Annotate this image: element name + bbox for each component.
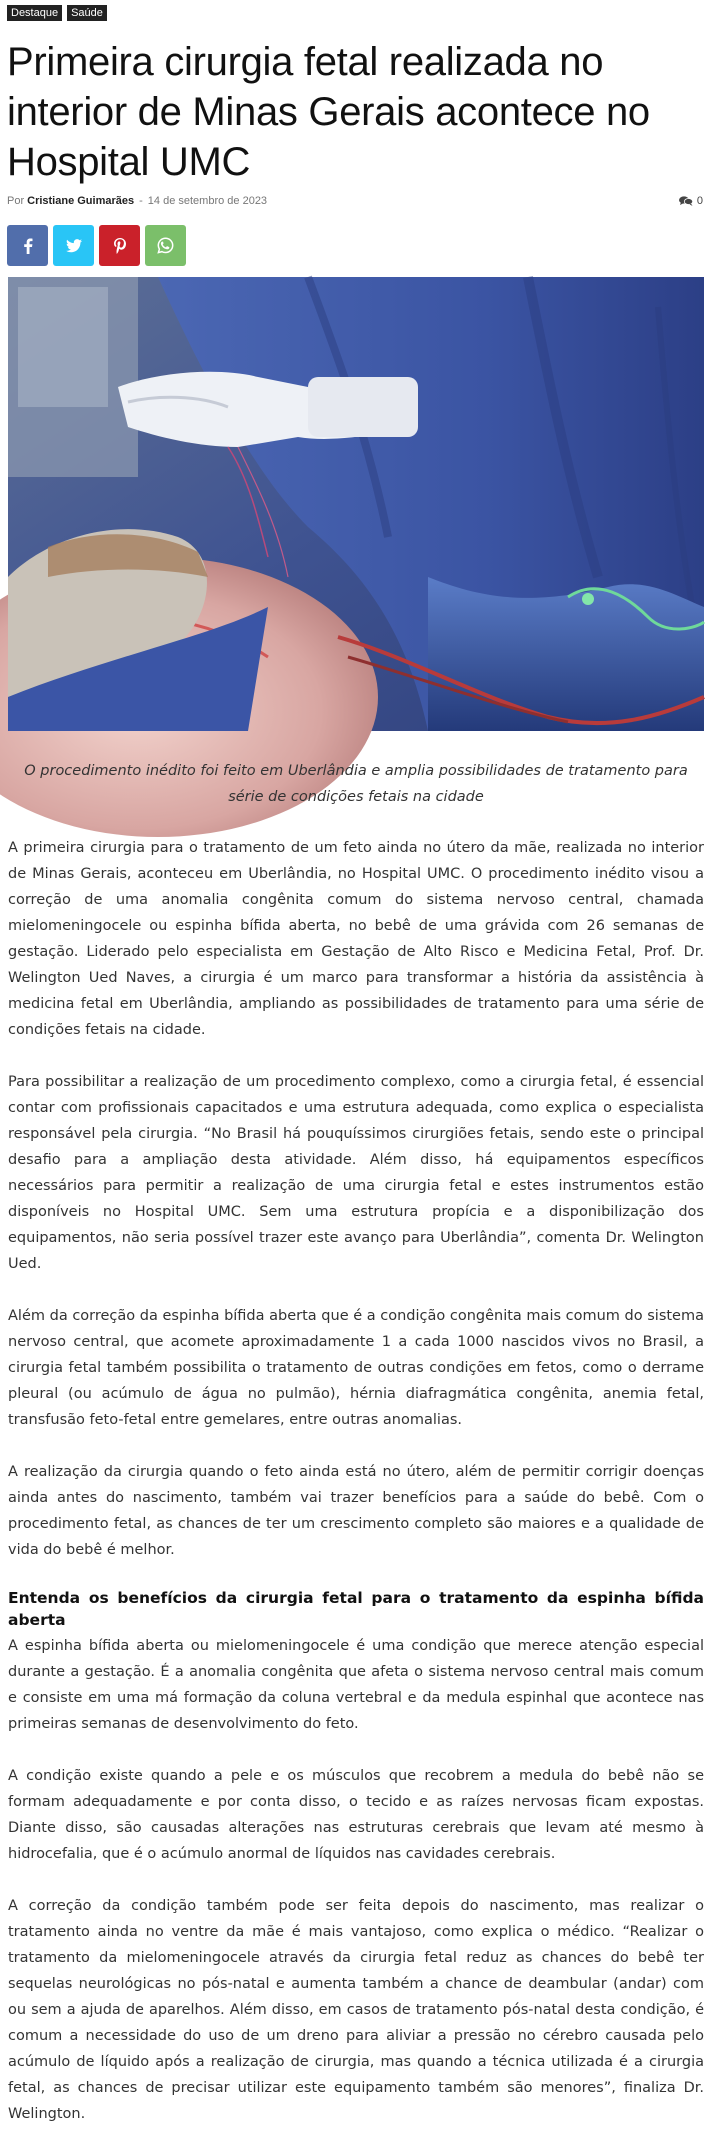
publish-date: 14 de setembro de 2023	[147, 195, 268, 207]
category-tag-saude[interactable]: Saúde	[67, 5, 107, 21]
share-twitter-button[interactable]	[53, 225, 94, 266]
share-facebook-button[interactable]	[7, 225, 48, 266]
comments-link[interactable]	[679, 195, 703, 207]
article-subheading: Entenda os benefícios da cirurgia fetal para o tratamento da espinha bífida aberta	[8, 1589, 704, 1629]
article-paragraph: Além da correção da espinha bífida aberta que é a condição congênita mais comum do sistema nervoso central, que acomete aproximadamente 1 a cada 1000 nascidos vivos no Brasil, a cirurgia fetal também possibilita o tratamento de outras condições em fetos, como o derrame pleural (ou acúmulo de água no pulmão), hérnia diafragmática congênita, anemia fetal, transfusão feto-fetal entre gemelares, entre outras anomalias.	[8, 1308, 704, 1428]
author-prefix: Por	[7, 195, 25, 207]
surgery-photo	[8, 277, 704, 731]
comment-icon	[679, 195, 693, 207]
author-link[interactable]: Cristiane Guimarães	[27, 195, 135, 207]
article-paragraph: A realização da cirurgia quando o feto ainda está no útero, além de permitir corrigir doenças ainda antes do nascimento, também vai trazer benefícios para a saúde do bebê. Com o procedimento fetal, as chances de ter um crescimento completo são maiores e a qualidade de vida do bebê é melhor.	[8, 1464, 704, 1558]
pinterest-icon	[114, 238, 126, 254]
facebook-icon	[23, 238, 33, 254]
category-tag-destaque[interactable]: Destaque	[7, 5, 62, 21]
article-paragraph: A primeira cirurgia para o tratamento de um feto ainda no útero da mãe, realizada no interior de Minas Gerais, aconteceu em Uberlândia, no Hospital UMC. O procedimento inédito visou a correção de uma anomalia congênita comum do sistema nervoso central, chamada mielomeningocele ou espinha bífida aberta, no bebê de uma grávida com 26 semanas de gestação. Liderado pelo especialista em Gestação de Alto Risco e Medicina Fetal, Prof. Dr. Welington Ued Naves, a cirurgia é um marco para transformar a história da assistência à medicina fetal em Uberlândia, ampliando as possibilidades de tratamento para uma série de condições fetais na cidade.	[8, 840, 704, 1038]
share-pinterest-button[interactable]	[99, 225, 140, 266]
article-paragraph: A condição existe quando a pele e os músculos que recobrem a medula do bebê não se formam adequadamente e por conta disso, o tecido e as raízes nervosas ficam expostas. Diante disso, são causadas alterações nas estruturas cerebrais que levam até mesmo à hidrocefalia, que é o acúmulo anormal de líquidos nas cavidades cerebrais.	[8, 1768, 704, 1862]
twitter-icon	[66, 239, 82, 253]
featured-image	[8, 277, 704, 731]
meta-separator: -	[139, 195, 143, 207]
article-body	[8, 835, 704, 2153]
article-paragraph: Para possibilitar a realização de um procedimento complexo, como a cirurgia fetal, é essencial contar com profissionais capacitados e uma estrutura adequada, como explica o especialista responsável pela cirurgia. “No Brasil há pouquíssimos cirurgiões fetais, sendo este o principal desafio para a ampliação desta atividade. Além disso, há equipamentos específicos necessários para permitir a realização de uma cirurgia fetal e estes instrumentos estão disponíveis no Hospital UMC. Sem uma estrutura propícia e a disponibilização dos equipamentos, não seria possível trazer este avanço para Uberlândia”, comenta Dr. Welington Ued.	[8, 1074, 704, 1272]
article-meta	[7, 193, 703, 209]
whatsapp-icon	[157, 237, 174, 254]
article-paragraph: A espinha bífida aberta ou mielomeningocele é uma condição que merece atenção especial durante a gestação. É a anomalia congênita que afeta o sistema nervoso central mais comum e consiste em uma má formação da coluna vertebral e da medula espinhal que acontece nas primeiras semanas de desenvolvimento do feto.	[8, 1638, 704, 1732]
category-tags	[7, 5, 107, 21]
comments-count: 0	[696, 195, 703, 207]
article-title: Primeira cirurgia fetal realizada no interior de Minas Gerais acontece no Hospital UMC	[7, 40, 650, 184]
article-paragraph: A correção da condição também pode ser feita depois do nascimento, mas realizar o tratamento ainda no ventre da mãe é mais vantajoso, como explica o médico. “Realizar o tratamento da mielomeningocele através da cirurgia fetal reduz as chances do bebê ter sequelas neurológicas no pós-natal e aumenta também a chance de deambular (andar) com ou sem a ajuda de aparelhos. Além disso, em casos de tratamento pós-natal desta condição, é comum a necessidade do uso de um dreno para aliviar a pressão no cérebro causada pelo acúmulo de líquido após a realização de cirurgia, mas quando a técnica utilizada é a cirurgia fetal, as chances de precisar utilizar este equipamento também são menores”, finaliza Dr. Welington.	[8, 1898, 704, 2122]
image-caption: O procedimento inédito foi feito em Uberlândia e amplia possibilidades de tratamento para série de condições fetais na cidade	[24, 763, 688, 805]
share-whatsapp-button[interactable]	[145, 225, 186, 266]
share-buttons	[7, 225, 186, 266]
